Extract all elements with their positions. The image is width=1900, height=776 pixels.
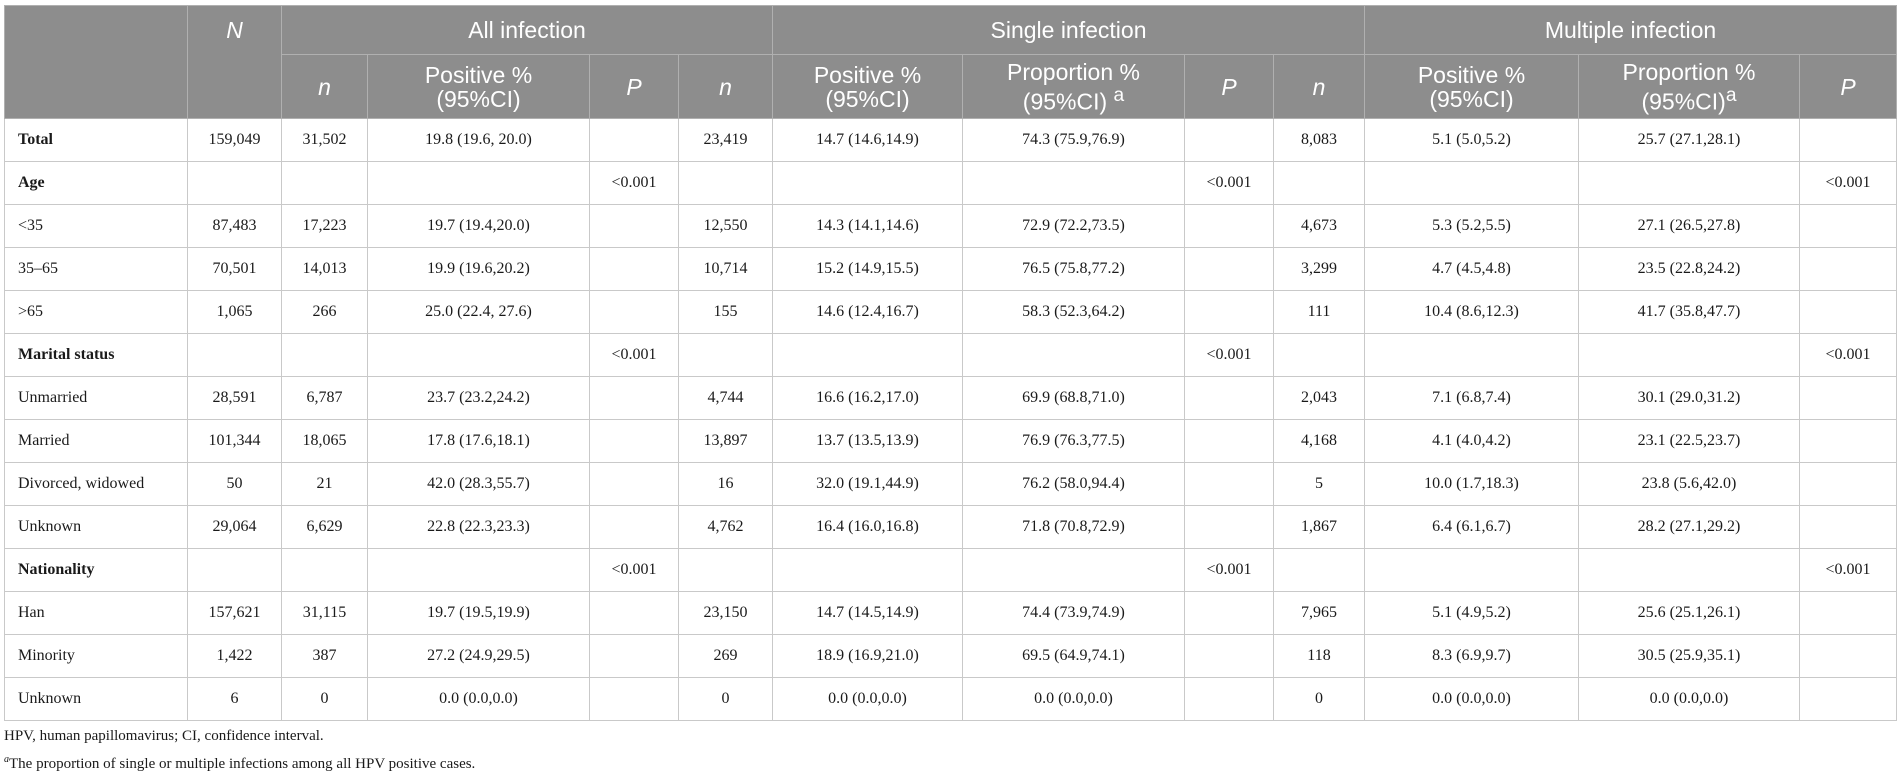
table-cell: 28.2 (27.1,29.2) bbox=[1579, 506, 1800, 549]
table-cell: 25.6 (25.1,26.1) bbox=[1579, 592, 1800, 635]
table-cell: 19.8 (19.6, 20.0) bbox=[368, 119, 590, 162]
table-cell bbox=[1800, 205, 1897, 248]
table-cell bbox=[1800, 635, 1897, 678]
row-label: 35–65 bbox=[5, 248, 188, 291]
table-cell bbox=[1185, 463, 1274, 506]
table-cell: 70,501 bbox=[188, 248, 282, 291]
table-cell: 19.7 (19.4,20.0) bbox=[368, 205, 590, 248]
table-cell bbox=[282, 334, 368, 377]
table-cell: 74.3 (75.9,76.9) bbox=[963, 119, 1185, 162]
row-label: Married bbox=[5, 420, 188, 463]
table-cell bbox=[1800, 119, 1897, 162]
table-cell: 14.3 (14.1,14.6) bbox=[773, 205, 963, 248]
table-cell: 19.7 (19.5,19.9) bbox=[368, 592, 590, 635]
abbreviations-note: HPV, human papillomavirus; CI, confidence interval. bbox=[4, 728, 324, 744]
table-cell: 0.0 (0.0,0.0) bbox=[1579, 678, 1800, 721]
row-label: Unknown bbox=[5, 506, 188, 549]
table-cell: 157,621 bbox=[188, 592, 282, 635]
table-cell bbox=[1185, 248, 1274, 291]
row-label: Unknown bbox=[5, 678, 188, 721]
header-proportion-label: Proportion % bbox=[1007, 58, 1140, 85]
table-cell: 16 bbox=[679, 463, 773, 506]
table-cell bbox=[1800, 506, 1897, 549]
table-cell bbox=[1800, 592, 1897, 635]
table-cell: 159,049 bbox=[188, 119, 282, 162]
table-cell: 27.1 (26.5,27.8) bbox=[1579, 205, 1800, 248]
table-cell: 2,043 bbox=[1274, 377, 1365, 420]
table-cell bbox=[188, 162, 282, 205]
table-cell bbox=[1579, 334, 1800, 377]
header-single-p: P bbox=[1185, 55, 1274, 119]
table-cell bbox=[773, 334, 963, 377]
table-cell bbox=[1185, 635, 1274, 678]
row-label: Han bbox=[5, 592, 188, 635]
header-ci-label: (95%CI) bbox=[436, 85, 521, 112]
footnote-text: The proportion of single or multiple infections among all HPV positive cases. bbox=[9, 756, 476, 772]
table-cell bbox=[590, 119, 679, 162]
table-cell: <0.001 bbox=[1185, 334, 1274, 377]
table-cell: 32.0 (19.1,44.9) bbox=[773, 463, 963, 506]
table-cell: 23.5 (22.8,24.2) bbox=[1579, 248, 1800, 291]
table-cell bbox=[963, 334, 1185, 377]
table-cell bbox=[590, 420, 679, 463]
table-cell: 1,065 bbox=[188, 291, 282, 334]
table-body bbox=[5, 119, 1897, 721]
table-cell: 4,168 bbox=[1274, 420, 1365, 463]
header-positive-label: Positive % bbox=[424, 61, 533, 88]
table-cell: 10,714 bbox=[679, 248, 773, 291]
table-cell: 7,965 bbox=[1274, 592, 1365, 635]
table-cell: 31,502 bbox=[282, 119, 368, 162]
header-group-multiple-infection: Multiple infection bbox=[1365, 6, 1897, 55]
footnote-marker: a bbox=[4, 754, 9, 765]
table-row bbox=[5, 334, 1897, 377]
table-cell bbox=[590, 506, 679, 549]
table-cell bbox=[1579, 549, 1800, 592]
table-cell bbox=[679, 334, 773, 377]
table-row bbox=[5, 205, 1897, 248]
table-row bbox=[5, 635, 1897, 678]
table-row bbox=[5, 506, 1897, 549]
table-cell: 5.1 (5.0,5.2) bbox=[1365, 119, 1579, 162]
header-proportion-label: Proportion % bbox=[1622, 58, 1756, 85]
table-cell: 6 bbox=[188, 678, 282, 721]
table-cell: 41.7 (35.8,47.7) bbox=[1579, 291, 1800, 334]
row-label: >65 bbox=[5, 291, 188, 334]
table-cell: <0.001 bbox=[1800, 549, 1897, 592]
table-cell bbox=[590, 205, 679, 248]
table-cell: 4.1 (4.0,4.2) bbox=[1365, 420, 1579, 463]
table-cell: 25.7 (27.1,28.1) bbox=[1579, 119, 1800, 162]
table-cell: 3,299 bbox=[1274, 248, 1365, 291]
table-cell: 118 bbox=[1274, 635, 1365, 678]
table-cell: 5 bbox=[1274, 463, 1365, 506]
table-cell: 4,744 bbox=[679, 377, 773, 420]
table-cell bbox=[1579, 162, 1800, 205]
table-cell bbox=[1185, 377, 1274, 420]
table-cell: 22.8 (22.3,23.3) bbox=[368, 506, 590, 549]
footnote-marker: a bbox=[1725, 84, 1737, 106]
table-cell bbox=[1185, 420, 1274, 463]
table-cell: 1,422 bbox=[188, 635, 282, 678]
table-row bbox=[5, 377, 1897, 420]
table-cell: 69.9 (68.8,71.0) bbox=[963, 377, 1185, 420]
table-cell: <0.001 bbox=[1185, 549, 1274, 592]
table-cell bbox=[1185, 506, 1274, 549]
table-notes bbox=[4, 724, 475, 772]
table-cell bbox=[1185, 119, 1274, 162]
header-ci-label: (95%CI) bbox=[825, 85, 910, 112]
hpv-infection-table bbox=[4, 5, 1897, 721]
table-cell bbox=[963, 549, 1185, 592]
table-cell: <0.001 bbox=[1800, 162, 1897, 205]
table-cell: 42.0 (28.3,55.7) bbox=[368, 463, 590, 506]
table-cell: 76.9 (76.3,77.5) bbox=[963, 420, 1185, 463]
table-row bbox=[5, 119, 1897, 162]
table-cell: 4,762 bbox=[679, 506, 773, 549]
table-cell: 14,013 bbox=[282, 248, 368, 291]
table-cell: 16.6 (16.2,17.0) bbox=[773, 377, 963, 420]
table-cell bbox=[188, 334, 282, 377]
table-row bbox=[5, 678, 1897, 721]
table-cell: 30.5 (25.9,35.1) bbox=[1579, 635, 1800, 678]
table-cell: <0.001 bbox=[590, 549, 679, 592]
table-cell: 6.4 (6.1,6.7) bbox=[1365, 506, 1579, 549]
row-label: Nationality bbox=[5, 549, 188, 592]
header-label-corner bbox=[5, 6, 188, 119]
table-cell bbox=[590, 635, 679, 678]
table-cell: <0.001 bbox=[590, 162, 679, 205]
row-label: Unmarried bbox=[5, 377, 188, 420]
table-cell: 23,419 bbox=[679, 119, 773, 162]
table-cell: 101,344 bbox=[188, 420, 282, 463]
table-cell bbox=[1185, 205, 1274, 248]
header-group-all-infection: All infection bbox=[282, 6, 773, 55]
table-cell: 1,867 bbox=[1274, 506, 1365, 549]
row-label: <35 bbox=[5, 205, 188, 248]
table-row bbox=[5, 549, 1897, 592]
table-cell: 0 bbox=[282, 678, 368, 721]
table-cell: 74.4 (73.9,74.9) bbox=[963, 592, 1185, 635]
table-cell: 15.2 (14.9,15.5) bbox=[773, 248, 963, 291]
table-cell bbox=[1185, 592, 1274, 635]
table-cell: 266 bbox=[282, 291, 368, 334]
table-cell: 21 bbox=[282, 463, 368, 506]
table-cell: 19.9 (19.6,20.2) bbox=[368, 248, 590, 291]
table-row bbox=[5, 592, 1897, 635]
table-cell bbox=[590, 592, 679, 635]
table-cell: 269 bbox=[679, 635, 773, 678]
table-cell bbox=[679, 549, 773, 592]
table-cell bbox=[1800, 678, 1897, 721]
row-label: Age bbox=[5, 162, 188, 205]
header-single-positive bbox=[773, 55, 963, 119]
table-cell: 0.0 (0.0,0.0) bbox=[963, 678, 1185, 721]
table-cell: 76.2 (58.0,94.4) bbox=[963, 463, 1185, 506]
table-cell bbox=[1185, 291, 1274, 334]
header-total-n: N bbox=[188, 6, 282, 119]
table-row bbox=[5, 162, 1897, 205]
table-cell bbox=[1365, 549, 1579, 592]
table-cell: 28,591 bbox=[188, 377, 282, 420]
table-cell: 8,083 bbox=[1274, 119, 1365, 162]
header-ci-label: (95%CI) bbox=[1641, 88, 1726, 115]
table-cell: 155 bbox=[679, 291, 773, 334]
table-cell: 23.7 (23.2,24.2) bbox=[368, 377, 590, 420]
table-cell bbox=[1800, 420, 1897, 463]
table-cell bbox=[590, 248, 679, 291]
table-cell: 25.0 (22.4, 27.6) bbox=[368, 291, 590, 334]
header-single-n: n bbox=[679, 55, 773, 119]
table-cell: 30.1 (29.0,31.2) bbox=[1579, 377, 1800, 420]
table-cell: 6,629 bbox=[282, 506, 368, 549]
table-cell bbox=[368, 549, 590, 592]
table-cell: 0.0 (0.0,0.0) bbox=[1365, 678, 1579, 721]
table-cell: 17,223 bbox=[282, 205, 368, 248]
table-cell bbox=[963, 162, 1185, 205]
footnote-marker: a bbox=[1113, 84, 1125, 106]
table-cell: <0.001 bbox=[1800, 334, 1897, 377]
table-cell bbox=[1365, 334, 1579, 377]
table-cell bbox=[1274, 162, 1365, 205]
table-cell: 71.8 (70.8,72.9) bbox=[963, 506, 1185, 549]
table-cell: 0.0 (0.0,0.0) bbox=[368, 678, 590, 721]
header-all-p: P bbox=[590, 55, 679, 119]
table-cell: 4,673 bbox=[1274, 205, 1365, 248]
table-row bbox=[5, 420, 1897, 463]
table-cell: 76.5 (75.8,77.2) bbox=[963, 248, 1185, 291]
table-cell: 50 bbox=[188, 463, 282, 506]
table-row bbox=[5, 291, 1897, 334]
table-cell bbox=[590, 678, 679, 721]
table-cell bbox=[773, 549, 963, 592]
table-row bbox=[5, 248, 1897, 291]
table-cell bbox=[1800, 377, 1897, 420]
table-cell bbox=[1365, 162, 1579, 205]
table-cell: 0 bbox=[679, 678, 773, 721]
row-label: Minority bbox=[5, 635, 188, 678]
table-cell bbox=[1800, 463, 1897, 506]
table-cell bbox=[282, 162, 368, 205]
table-cell: 18,065 bbox=[282, 420, 368, 463]
table-cell: 13,897 bbox=[679, 420, 773, 463]
table-cell: 14.6 (12.4,16.7) bbox=[773, 291, 963, 334]
table-cell: 29,064 bbox=[188, 506, 282, 549]
table-cell: 16.4 (16.0,16.8) bbox=[773, 506, 963, 549]
table-cell: 111 bbox=[1274, 291, 1365, 334]
table-cell: 14.7 (14.5,14.9) bbox=[773, 592, 963, 635]
table-cell bbox=[368, 162, 590, 205]
table-cell bbox=[590, 377, 679, 420]
table-cell: 58.3 (52.3,64.2) bbox=[963, 291, 1185, 334]
table-cell: 31,115 bbox=[282, 592, 368, 635]
table-cell: 0 bbox=[1274, 678, 1365, 721]
header-all-n: n bbox=[282, 55, 368, 119]
header-single-proportion bbox=[963, 55, 1185, 119]
table-cell: 23.1 (22.5,23.7) bbox=[1579, 420, 1800, 463]
footnote-a bbox=[4, 748, 475, 772]
table-cell: 10.4 (8.6,12.3) bbox=[1365, 291, 1579, 334]
table-cell: 23,150 bbox=[679, 592, 773, 635]
header-group-single-infection: Single infection bbox=[773, 6, 1365, 55]
table-cell: 10.0 (1.7,18.3) bbox=[1365, 463, 1579, 506]
table-row bbox=[5, 463, 1897, 506]
table-cell: <0.001 bbox=[1185, 162, 1274, 205]
table-cell: 7.1 (6.8,7.4) bbox=[1365, 377, 1579, 420]
table-cell bbox=[773, 162, 963, 205]
table-cell: 17.8 (17.6,18.1) bbox=[368, 420, 590, 463]
table-cell bbox=[590, 463, 679, 506]
table-header bbox=[5, 6, 1897, 119]
table-cell: 23.8 (5.6,42.0) bbox=[1579, 463, 1800, 506]
table-cell: 6,787 bbox=[282, 377, 368, 420]
table-cell: 18.9 (16.9,21.0) bbox=[773, 635, 963, 678]
header-ci-label: (95%CI) bbox=[1429, 85, 1514, 112]
table-cell bbox=[1800, 291, 1897, 334]
header-multiple-positive bbox=[1365, 55, 1579, 119]
table-cell bbox=[679, 162, 773, 205]
table-cell: 387 bbox=[282, 635, 368, 678]
table-cell bbox=[1274, 549, 1365, 592]
header-multiple-p: P bbox=[1800, 55, 1897, 119]
row-label: Marital status bbox=[5, 334, 188, 377]
row-label: Total bbox=[5, 119, 188, 162]
table-cell bbox=[1274, 334, 1365, 377]
table-cell: 8.3 (6.9,9.7) bbox=[1365, 635, 1579, 678]
table-cell: 5.1 (4.9,5.2) bbox=[1365, 592, 1579, 635]
row-label: Divorced, widowed bbox=[5, 463, 188, 506]
table-cell bbox=[282, 549, 368, 592]
table-cell bbox=[590, 291, 679, 334]
table-cell bbox=[188, 549, 282, 592]
header-all-positive bbox=[368, 55, 590, 119]
table-cell: 69.5 (64.9,74.1) bbox=[963, 635, 1185, 678]
table-cell: 13.7 (13.5,13.9) bbox=[773, 420, 963, 463]
table-cell: 4.7 (4.5,4.8) bbox=[1365, 248, 1579, 291]
table-cell: 5.3 (5.2,5.5) bbox=[1365, 205, 1579, 248]
table-cell: 27.2 (24.9,29.5) bbox=[368, 635, 590, 678]
header-multiple-n: n bbox=[1274, 55, 1365, 119]
header-ci-label: (95%CI) bbox=[1022, 88, 1108, 115]
table-cell: 87,483 bbox=[188, 205, 282, 248]
table-cell: <0.001 bbox=[590, 334, 679, 377]
table-cell bbox=[1800, 248, 1897, 291]
table-cell bbox=[368, 334, 590, 377]
header-multiple-proportion bbox=[1579, 55, 1800, 119]
table-cell: 12,550 bbox=[679, 205, 773, 248]
table-cell bbox=[1185, 678, 1274, 721]
table-cell: 14.7 (14.6,14.9) bbox=[773, 119, 963, 162]
table-cell: 72.9 (72.2,73.5) bbox=[963, 205, 1185, 248]
table-cell: 0.0 (0.0,0.0) bbox=[773, 678, 963, 721]
header-positive-label: Positive % bbox=[813, 61, 922, 88]
header-positive-label: Positive % bbox=[1417, 61, 1526, 88]
